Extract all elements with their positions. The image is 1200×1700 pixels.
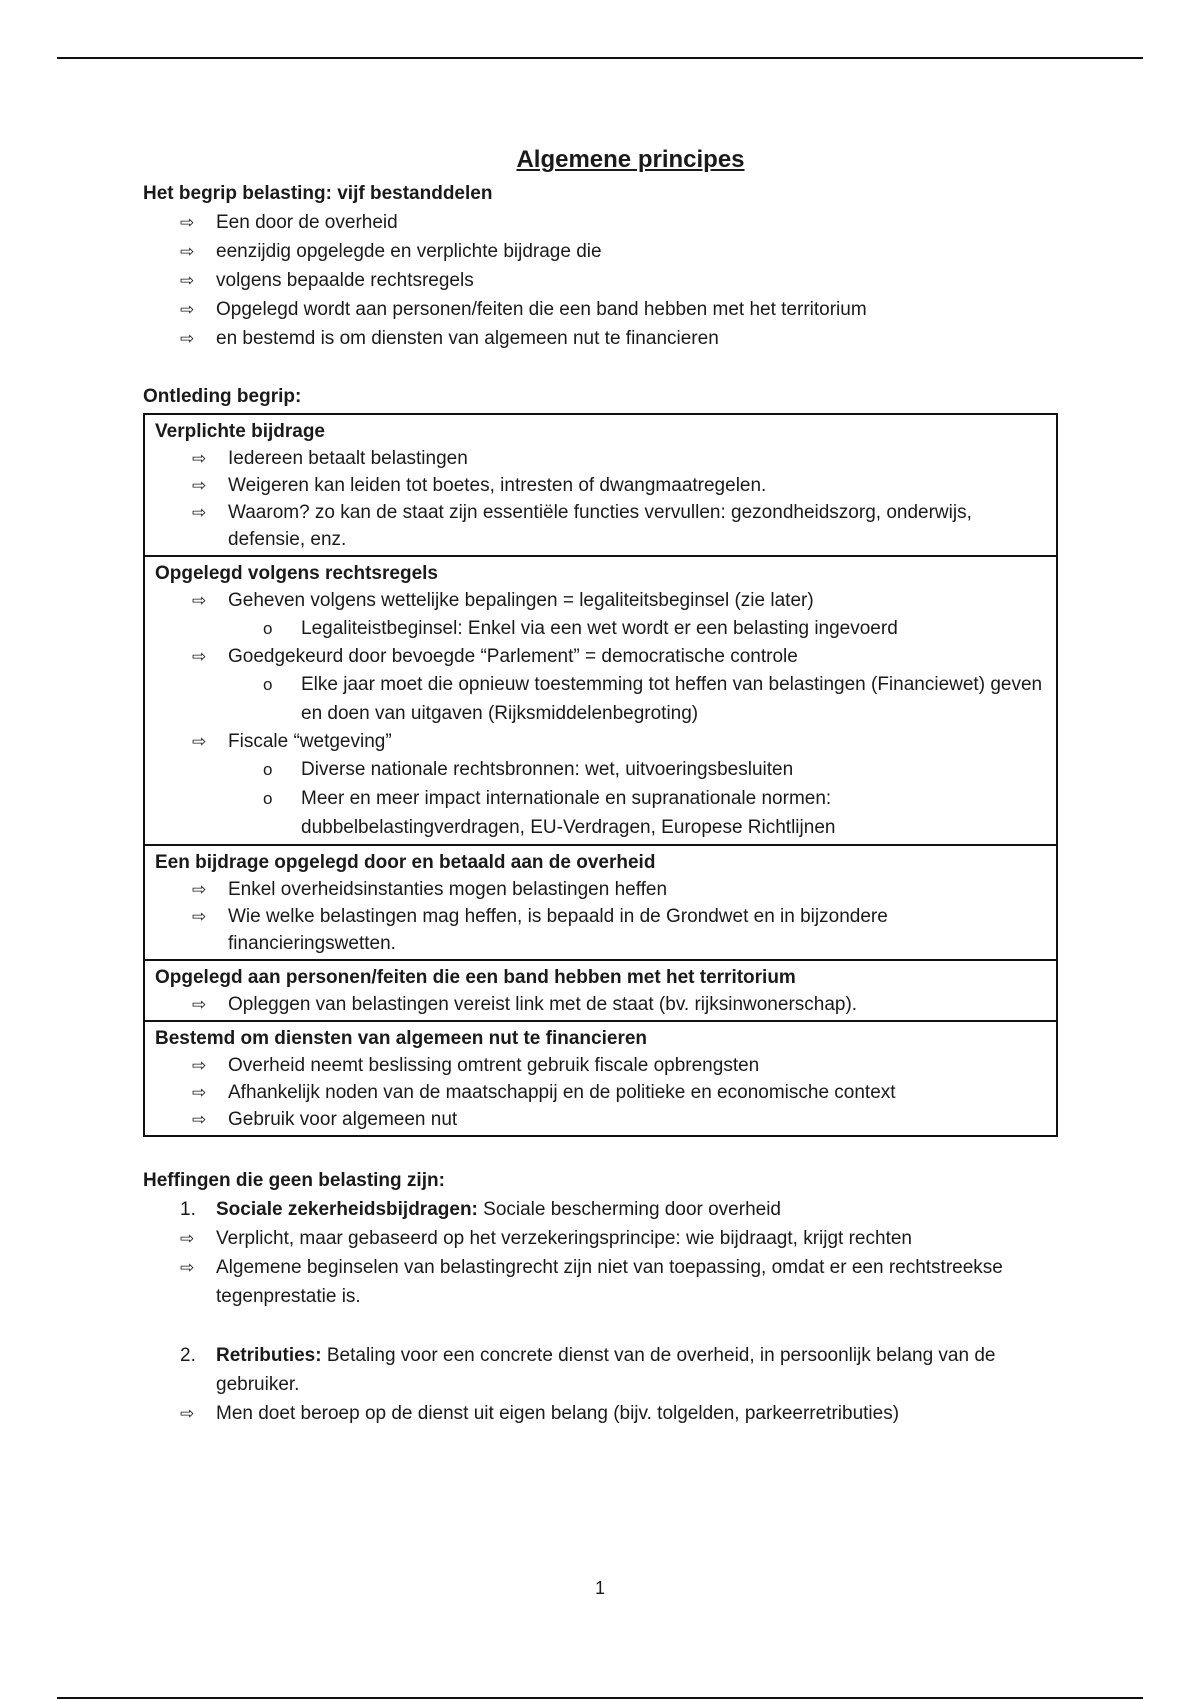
circle-bullet-icon: o (263, 760, 273, 779)
list-item: ⇨ Gebruik voor algemeen nut (155, 1106, 1046, 1133)
circle-bullet-icon: o (263, 619, 273, 638)
arrow-icon: ⇨ (192, 449, 207, 468)
list-bestanddelen (143, 208, 1058, 353)
list-item: ⇨ Algemene beginselen van belastingrecht zijn niet van toepassing, omdat er een rechtstreekse tegenprestatie is. (143, 1253, 1058, 1311)
box-verplichte-bijdrage (144, 414, 1057, 556)
list-item: ⇨ Waarom? zo kan de staat zijn essentiële functies vervullen: gezondheidszorg, onderwijs, defensie, enz. (155, 499, 1046, 553)
list-item: ⇨ Opgelegd wordt aan personen/feiten die een band hebben met het territorium (143, 295, 1058, 324)
numbered-item-retributies: 2. Retributies: Betaling voor een concrete dienst van de overheid, in persoonlijk belang van de gebruiker. (180, 1345, 996, 1395)
box-heading: Opgelegd volgens rechtsregels (155, 563, 438, 584)
list-item: ⇨ Opleggen van belastingen vereist link met de staat (bv. rijksinwonerschap). (155, 991, 1046, 1018)
arrow-icon: ⇨ (180, 242, 195, 261)
arrow-icon: ⇨ (192, 1083, 207, 1102)
box-rechtsregels (144, 556, 1057, 845)
arrow-icon: ⇨ (180, 1229, 195, 1248)
arrow-icon: ⇨ (192, 880, 207, 899)
list-item: ⇨ Afhankelijk noden van de maatschappij en de politieke en economische context (155, 1079, 1046, 1106)
box-heading: Een bijdrage opgelegd door en betaald aan de overheid (155, 852, 656, 873)
sub-list-item: o Diverse nationale rechtsbronnen: wet, uitvoeringsbesluiten (228, 755, 1046, 784)
list-item: ⇨ Fiscale “wetgeving” o Diverse nationale rechtsbronnen: wet, uitvoeringsbesluiten o Meer en meer impact internationale en supranationale normen: dubbelbelastingverdragen, EU-Verdragen, Europese Richtlijnen (155, 728, 1046, 842)
arrow-icon: ⇨ (192, 503, 207, 522)
list-item: ⇨ Weigeren kan leiden tot boetes, intresten of dwangmaatregelen. (155, 472, 1046, 499)
section-heading-heffingen: Heffingen die geen belasting zijn: (143, 1170, 445, 1191)
arrow-icon: ⇨ (180, 213, 195, 232)
document-body (143, 140, 1058, 1428)
sub-list-item: o Meer en meer impact internationale en supranationale normen: dubbelbelastingverdragen, EU-Verdragen, Europese Richtlijnen (228, 784, 1046, 842)
page-number: 1 (594, 1578, 605, 1598)
list-item: ⇨ volgens bepaalde rechtsregels (143, 266, 1058, 295)
list-item: ⇨ eenzijdig opgelegde en verplichte bijdrage die (143, 237, 1058, 266)
arrow-icon: ⇨ (180, 1258, 195, 1277)
arrow-icon: ⇨ (192, 647, 207, 666)
section-heading-ontleding: Ontleding begrip: (143, 386, 302, 407)
list-item: ⇨ Goedgekeurd door bevoegde “Parlement” = democratische controle o Elke jaar moet die opnieuw toestemming tot heffen van belastingen (Financiewet) geven en doen van uitgaven (Rijksmiddelenbegroting) (155, 643, 1046, 728)
footer-rule (57, 1697, 1143, 1699)
circle-bullet-icon: o (263, 675, 273, 694)
list-item: ⇨ en bestemd is om diensten van algemeen nut te financieren (143, 324, 1058, 353)
arrow-icon: ⇨ (192, 476, 207, 495)
list-item: ⇨ Geheven volgens wettelijke bepalingen = legaliteitsbeginsel (zie later) o Legaliteistbeginsel: Enkel via een wet wordt er een belasting ingevoerd (155, 587, 1046, 643)
arrow-icon: ⇨ (180, 300, 195, 319)
arrow-icon: ⇨ (180, 329, 195, 348)
box-heading: Bestemd om diensten van algemeen nut te financieren (155, 1028, 648, 1049)
ontleding-table (143, 413, 1058, 1137)
box-heading: Opgelegd aan personen/feiten die een band hebben met het territorium (155, 967, 796, 988)
numbered-list (143, 1195, 1058, 1224)
list-item: ⇨ Verplicht, maar gebaseerd op het verzekeringsprincipe: wie bijdraagt, krijgt rechten (143, 1224, 1058, 1253)
box-territorium (144, 960, 1057, 1021)
header-rule (57, 57, 1143, 59)
page-title: Algemene principes (516, 146, 745, 173)
arrow-icon: ⇨ (192, 1110, 207, 1129)
box-algemeen-nut (144, 1021, 1057, 1136)
sub-list-item: o Legaliteistbeginsel: Enkel via een wet wordt er een belasting ingevoerd (228, 614, 1046, 643)
sub-list-item: o Elke jaar moet die opnieuw toestemming tot heffen van belastingen (Financiewet) geven en doen van uitgaven (Rijksmiddelenbegroting) (228, 670, 1046, 728)
list-item: ⇨ Wie welke belastingen mag heffen, is bepaald in de Grondwet en in bijzondere financieringswetten. (155, 903, 1046, 957)
circle-bullet-icon: o (263, 789, 273, 808)
list-item: ⇨ Men doet beroep op de dienst uit eigen belang (bijv. tolgelden, parkeerretributies) (143, 1399, 1058, 1428)
arrow-icon: ⇨ (192, 995, 207, 1014)
numbered-item-sociale-zekerheid: 1. Sociale zekerheidsbijdragen: Sociale bescherming door overheid (180, 1199, 781, 1220)
arrow-icon: ⇨ (192, 1056, 207, 1075)
box-heading: Verplichte bijdrage (155, 421, 325, 442)
list-item: ⇨ Overheid neemt beslissing omtrent gebruik fiscale opbrengsten (155, 1052, 1046, 1079)
list-item: ⇨ Een door de overheid (143, 208, 1058, 237)
arrow-icon: ⇨ (180, 271, 195, 290)
arrow-icon: ⇨ (192, 591, 207, 610)
arrow-icon: ⇨ (192, 732, 207, 751)
arrow-icon: ⇨ (192, 907, 207, 926)
section-heading-begrip: Het begrip belasting: vijf bestanddelen (143, 183, 493, 204)
arrow-icon: ⇨ (180, 1404, 195, 1423)
list-item: ⇨ Iedereen betaalt belastingen (155, 445, 1046, 472)
list-item: ⇨ Enkel overheidsinstanties mogen belastingen heffen (155, 876, 1046, 903)
box-overheid (144, 845, 1057, 960)
